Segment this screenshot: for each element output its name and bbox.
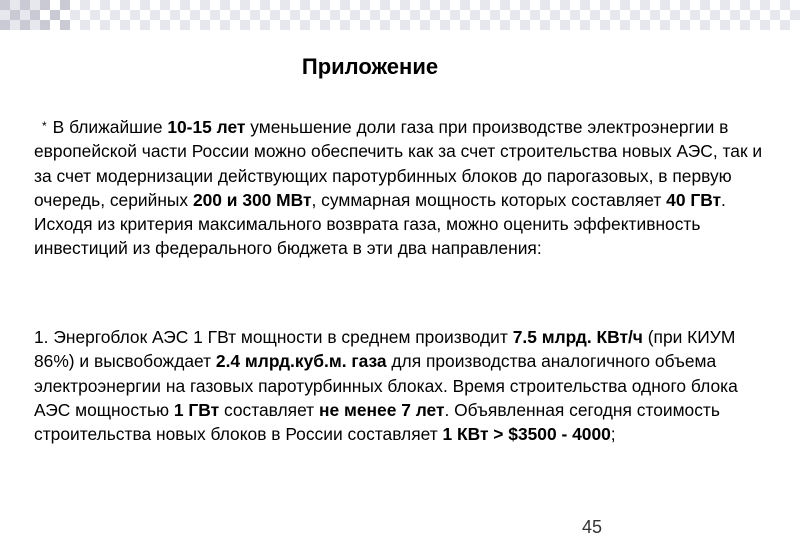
checker-square [300, 20, 310, 30]
slide-title: Приложение [301, 54, 439, 79]
text-run: для производства аналогичного объема электроэнергии на газовых паротурбинных блоках. Время строительства одного блока АЭС мощностью [34, 351, 738, 420]
checker-square [680, 20, 690, 30]
checker-square [420, 0, 430, 10]
checker-square [410, 10, 420, 20]
checker-square [230, 0, 240, 10]
checker-square [340, 0, 350, 10]
checker-square [690, 0, 700, 10]
checker-square [510, 10, 520, 20]
checker-square [390, 0, 400, 10]
checker-square [340, 20, 350, 30]
checker-square [670, 10, 680, 20]
checker-square [310, 0, 320, 10]
checker-square [430, 20, 440, 30]
bold-text-run: 1 КВт > $3500 - 4000 [442, 424, 611, 445]
checker-square [510, 20, 520, 30]
checker-square [350, 20, 360, 30]
bold-text-run: 1 ГВт [173, 399, 220, 420]
checker-square [600, 10, 610, 20]
checker-square [470, 0, 480, 10]
checker-square [240, 10, 250, 20]
checker-square [220, 20, 230, 30]
checker-square [220, 0, 230, 10]
bold-text-run: 7.5 млрд. КВт/ч [512, 327, 643, 347]
text-run: В ближайшие [52, 117, 168, 137]
checker-square [180, 0, 190, 10]
checker-square [170, 10, 180, 20]
checker-square [130, 20, 140, 30]
checker-square [80, 20, 90, 30]
checker-square [670, 0, 680, 10]
checker-square [520, 0, 530, 10]
checker-square [250, 10, 260, 20]
point-1-paragraph [34, 325, 774, 446]
checker-square [330, 0, 340, 10]
checker-square [200, 10, 210, 20]
checker-square [170, 0, 180, 10]
checker-square [300, 0, 310, 10]
checker-square [280, 10, 290, 20]
checker-square [220, 10, 230, 20]
checker-square [760, 0, 770, 10]
checker-square [650, 0, 660, 10]
checker-square [460, 10, 470, 20]
checker-square [390, 10, 400, 20]
checker-square [130, 10, 140, 20]
checker-square [370, 0, 380, 10]
bold-text-run: не менее 7 лет [318, 399, 445, 420]
checker-square [570, 0, 580, 10]
checker-square [20, 10, 30, 20]
checker-square [150, 20, 160, 30]
checker-square [240, 0, 250, 10]
checker-square [40, 10, 50, 20]
checker-square [420, 10, 430, 20]
checker-square [140, 10, 150, 20]
checker-square [100, 0, 110, 10]
checker-square [10, 10, 20, 20]
checker-square [560, 10, 570, 20]
checker-square [330, 20, 340, 30]
checker-square [650, 10, 660, 20]
text-run: , суммарная мощность которых составляет [311, 189, 667, 210]
checker-square [610, 10, 620, 20]
checker-square [510, 0, 520, 10]
checker-square [540, 10, 550, 20]
checker-square [590, 10, 600, 20]
checker-square [30, 20, 40, 30]
checker-square [430, 10, 440, 20]
checker-square [360, 0, 370, 10]
checker-square [280, 0, 290, 10]
checker-square [660, 10, 670, 20]
checker-square [90, 0, 100, 10]
checker-square [60, 10, 70, 20]
checker-square [500, 20, 510, 30]
checker-square [770, 20, 780, 30]
checker-square [640, 10, 650, 20]
checker-square [260, 10, 270, 20]
checker-square [670, 20, 680, 30]
checker-square [710, 0, 720, 10]
checker-square [770, 10, 780, 20]
checker-square [770, 0, 780, 10]
checker-square [230, 10, 240, 20]
checker-square [720, 0, 730, 10]
checker-square [580, 20, 590, 30]
checker-square [140, 20, 150, 30]
intro-paragraph [34, 114, 774, 261]
checker-square [370, 10, 380, 20]
checker-square [720, 20, 730, 30]
checker-square [270, 10, 280, 20]
checker-square [560, 0, 570, 10]
checker-square [380, 20, 390, 30]
bold-text-run: 200 и 300 МВт [192, 189, 312, 210]
checker-square [550, 20, 560, 30]
checker-square [230, 20, 240, 30]
checker-square [60, 20, 70, 30]
checker-square [570, 10, 580, 20]
checker-square [150, 0, 160, 10]
checker-square [740, 10, 750, 20]
checker-square [630, 20, 640, 30]
checker-square [480, 10, 490, 20]
checker-square [730, 20, 740, 30]
checker-square [570, 20, 580, 30]
checker-square [110, 10, 120, 20]
checker-square [600, 20, 610, 30]
checker-square [500, 10, 510, 20]
checker-square [790, 20, 800, 30]
text-run: 1. Энергоблок АЭС 1 ГВт мощности в среднем производит [34, 327, 513, 347]
checker-square [190, 0, 200, 10]
checker-square [340, 10, 350, 20]
checker-square [700, 20, 710, 30]
bold-text-run: 10-15 лет [167, 117, 246, 137]
checker-square [90, 10, 100, 20]
text-run: . Объявленная сегодня стоимость строительства новых блоков в России составляет [34, 399, 720, 445]
checker-square [30, 10, 40, 20]
checker-square [540, 20, 550, 30]
checker-square [180, 10, 190, 20]
bold-text-run: 40 ГВт [666, 189, 722, 210]
checker-square [40, 0, 50, 10]
checker-square [630, 0, 640, 10]
checker-square [100, 20, 110, 30]
checker-square [740, 0, 750, 10]
checkered-header-pattern [0, 0, 800, 30]
checker-square [290, 0, 300, 10]
checker-square [250, 0, 260, 10]
checker-square [620, 0, 630, 10]
checker-square [620, 10, 630, 20]
page-number: 45 [582, 517, 603, 537]
checker-square [550, 10, 560, 20]
checker-square [490, 10, 500, 20]
checker-square [180, 20, 190, 30]
checker-square [620, 20, 630, 30]
text-run: . Исходя из критерия максимального возврата газа, можно оценить эффективность инвестиций из федерального бюджета в эти два направления: [34, 189, 726, 259]
checker-square [480, 20, 490, 30]
checker-square [210, 20, 220, 30]
checker-square [360, 10, 370, 20]
checker-square [530, 10, 540, 20]
checker-square [260, 20, 270, 30]
checker-square [140, 0, 150, 10]
checker-square [530, 0, 540, 10]
checker-square [640, 20, 650, 30]
checker-square [120, 10, 130, 20]
checker-square [730, 0, 740, 10]
checker-square [780, 0, 790, 10]
checker-square [680, 0, 690, 10]
checker-square [280, 20, 290, 30]
checker-square [400, 0, 410, 10]
checker-square [680, 10, 690, 20]
checker-square [580, 10, 590, 20]
checker-square [50, 0, 60, 10]
checker-square [50, 20, 60, 30]
checker-square [360, 20, 370, 30]
checker-square [490, 0, 500, 10]
checker-square [730, 10, 740, 20]
checker-square [160, 20, 170, 30]
checker-square [300, 10, 310, 20]
checker-square [590, 20, 600, 30]
checker-square [460, 20, 470, 30]
checker-square [20, 20, 30, 30]
checker-square [10, 0, 20, 10]
checker-square [80, 10, 90, 20]
checker-square [120, 0, 130, 10]
checker-square [710, 10, 720, 20]
checker-square [40, 20, 50, 30]
checker-square [270, 0, 280, 10]
checker-square [350, 10, 360, 20]
checker-square [190, 10, 200, 20]
checker-square [20, 0, 30, 10]
checker-square [610, 0, 620, 10]
checker-square [290, 10, 300, 20]
checker-square [690, 20, 700, 30]
checker-square [600, 0, 610, 10]
checker-square [760, 20, 770, 30]
checker-square [750, 20, 760, 30]
checker-square [210, 10, 220, 20]
checker-square [380, 0, 390, 10]
checker-square [70, 10, 80, 20]
checker-square [440, 0, 450, 10]
checker-square [640, 0, 650, 10]
checker-square [440, 10, 450, 20]
checker-square [200, 0, 210, 10]
checker-square [110, 0, 120, 10]
checker-square [390, 20, 400, 30]
checker-square [350, 0, 360, 10]
checker-square [480, 0, 490, 10]
checker-square [90, 20, 100, 30]
checker-square [430, 0, 440, 10]
checker-square [170, 20, 180, 30]
checker-square [130, 0, 140, 10]
checker-square [520, 10, 530, 20]
checker-square [410, 0, 420, 10]
checker-square [260, 0, 270, 10]
checker-square [440, 20, 450, 30]
checker-square [420, 20, 430, 30]
checker-square [750, 10, 760, 20]
checker-square [150, 10, 160, 20]
checker-square [70, 20, 80, 30]
checker-square [610, 20, 620, 30]
checker-square [210, 0, 220, 10]
checker-square [160, 10, 170, 20]
checker-square [330, 10, 340, 20]
checker-square [200, 20, 210, 30]
checker-square [190, 20, 200, 30]
checker-square [490, 20, 500, 30]
checker-square [70, 0, 80, 10]
checker-square [0, 0, 10, 10]
checker-square [530, 20, 540, 30]
checker-square [580, 0, 590, 10]
checker-square [80, 0, 90, 10]
checker-square [120, 20, 130, 30]
checker-square [100, 10, 110, 20]
checker-square [660, 20, 670, 30]
checker-square [450, 0, 460, 10]
checker-square [500, 0, 510, 10]
checker-square [240, 20, 250, 30]
checker-square [650, 20, 660, 30]
checker-square [660, 0, 670, 10]
checker-square [470, 20, 480, 30]
text-run: (при КИУМ 86%) и высвобождает [34, 327, 736, 372]
checker-square [760, 10, 770, 20]
bullet-asterisk: * [42, 119, 47, 133]
checker-square [550, 0, 560, 10]
checker-square [780, 20, 790, 30]
text-run: уменьшение доли газа при производстве электроэнергии в европейской части России можно обеспечить как за счет строительства новых АЭС, так и за счет модернизации действующих паротурбинных блоков до парогазовых, в первую очередь, серийных [34, 117, 763, 210]
checker-square [250, 20, 260, 30]
checker-square [780, 10, 790, 20]
checker-square [290, 20, 300, 30]
checker-square [790, 0, 800, 10]
checker-square [400, 10, 410, 20]
checker-square [720, 10, 730, 20]
checker-square [690, 10, 700, 20]
checker-square [560, 20, 570, 30]
checker-square [50, 10, 60, 20]
checker-square [320, 20, 330, 30]
checker-square [470, 10, 480, 20]
checker-square [630, 10, 640, 20]
checker-square [310, 10, 320, 20]
checker-square [410, 20, 420, 30]
checker-square [310, 20, 320, 30]
checker-square [460, 0, 470, 10]
checker-square [400, 20, 410, 30]
checker-square [370, 20, 380, 30]
checker-square [790, 10, 800, 20]
checker-square [0, 10, 10, 20]
checker-square [740, 20, 750, 30]
checker-square [30, 0, 40, 10]
text-run: ; [610, 424, 616, 445]
checker-square [700, 10, 710, 20]
checker-square [700, 0, 710, 10]
checker-square [450, 10, 460, 20]
bold-text-run: 2.4 млрд.куб.м. газа [215, 351, 387, 372]
checker-square [750, 0, 760, 10]
checker-square [0, 20, 10, 30]
text-run: составляет [219, 399, 319, 420]
checker-square [320, 10, 330, 20]
checker-square [540, 0, 550, 10]
checker-square [380, 10, 390, 20]
checker-square [320, 0, 330, 10]
checker-square [590, 0, 600, 10]
checker-square [60, 0, 70, 10]
checker-square [710, 20, 720, 30]
checker-square [10, 20, 20, 30]
checker-square [270, 20, 280, 30]
checker-square [450, 20, 460, 30]
checker-square [110, 20, 120, 30]
checker-square [520, 20, 530, 30]
checker-square [160, 0, 170, 10]
